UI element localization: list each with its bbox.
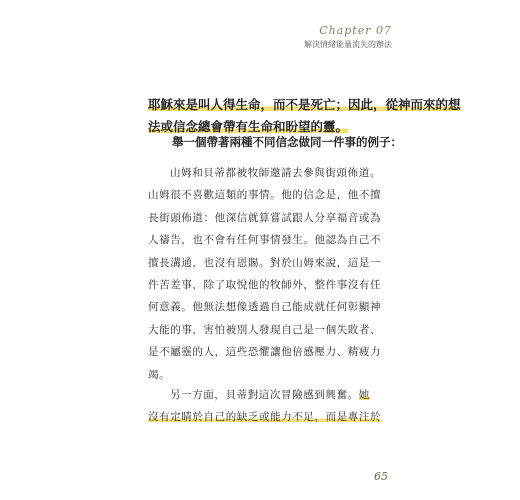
paragraph-line: 大能的事，害怕被別人發現自己是一個失敗者、 <box>148 323 382 336</box>
paragraph-line: 山姆和貝蒂都被牧師邀請去參與街頭佈道。 <box>170 167 381 179</box>
section-title: 解決情緒能量流失的辦法 <box>304 40 392 49</box>
highlight-line-2: 法或信念總會帶有生命和盼望的靈。 <box>148 119 349 134</box>
running-head <box>304 24 392 50</box>
paragraph-line: 人禱告，也不會有任何事情發生。他認為自己不 <box>148 234 382 247</box>
paragraph-line: 另一方面，貝蒂對這次冒險感到興奮。 <box>170 389 359 401</box>
paragraph-line: 長街頭佈道：他深信就算嘗試跟人分享福音或為 <box>148 211 382 224</box>
paragraph-line: 何意義。他無法想像透過自己能成就任何彰顯神 <box>148 301 382 314</box>
paragraph-sam <box>148 162 380 386</box>
paragraph-line: 擅長溝通，也沒有恩賜。對於山姆來說，這是一 <box>148 256 382 269</box>
highlighted-passage <box>148 94 461 138</box>
paragraph-line: 是不屬靈的人，這些恐懼讓他倍感壓力、精疲力 <box>148 346 382 359</box>
highlight-fragment: 她 <box>358 389 370 401</box>
paragraph-betty <box>148 384 380 429</box>
page-number: 65 <box>374 470 388 483</box>
highlight-line-3: 沒有定睛於自己的缺乏或能力不足，而是專注於 <box>148 411 382 424</box>
example-intro: 舉一個帶著兩種不同信念做同一件事的例子： <box>172 135 402 149</box>
paragraph-line: 竭。 <box>148 368 171 381</box>
highlight-line-1: 耶穌來是叫人得生命，而不是死亡；因此，從神而來的想 <box>148 97 461 112</box>
paragraph-line: 件苦差事，除了取悅他的牧師外，整件事沒有任 <box>148 279 382 292</box>
paragraph-line: 山姆很不喜歡這類的事情。他的信念是，他不擅 <box>148 189 382 202</box>
chapter-label: Chapter 07 <box>319 24 392 37</box>
